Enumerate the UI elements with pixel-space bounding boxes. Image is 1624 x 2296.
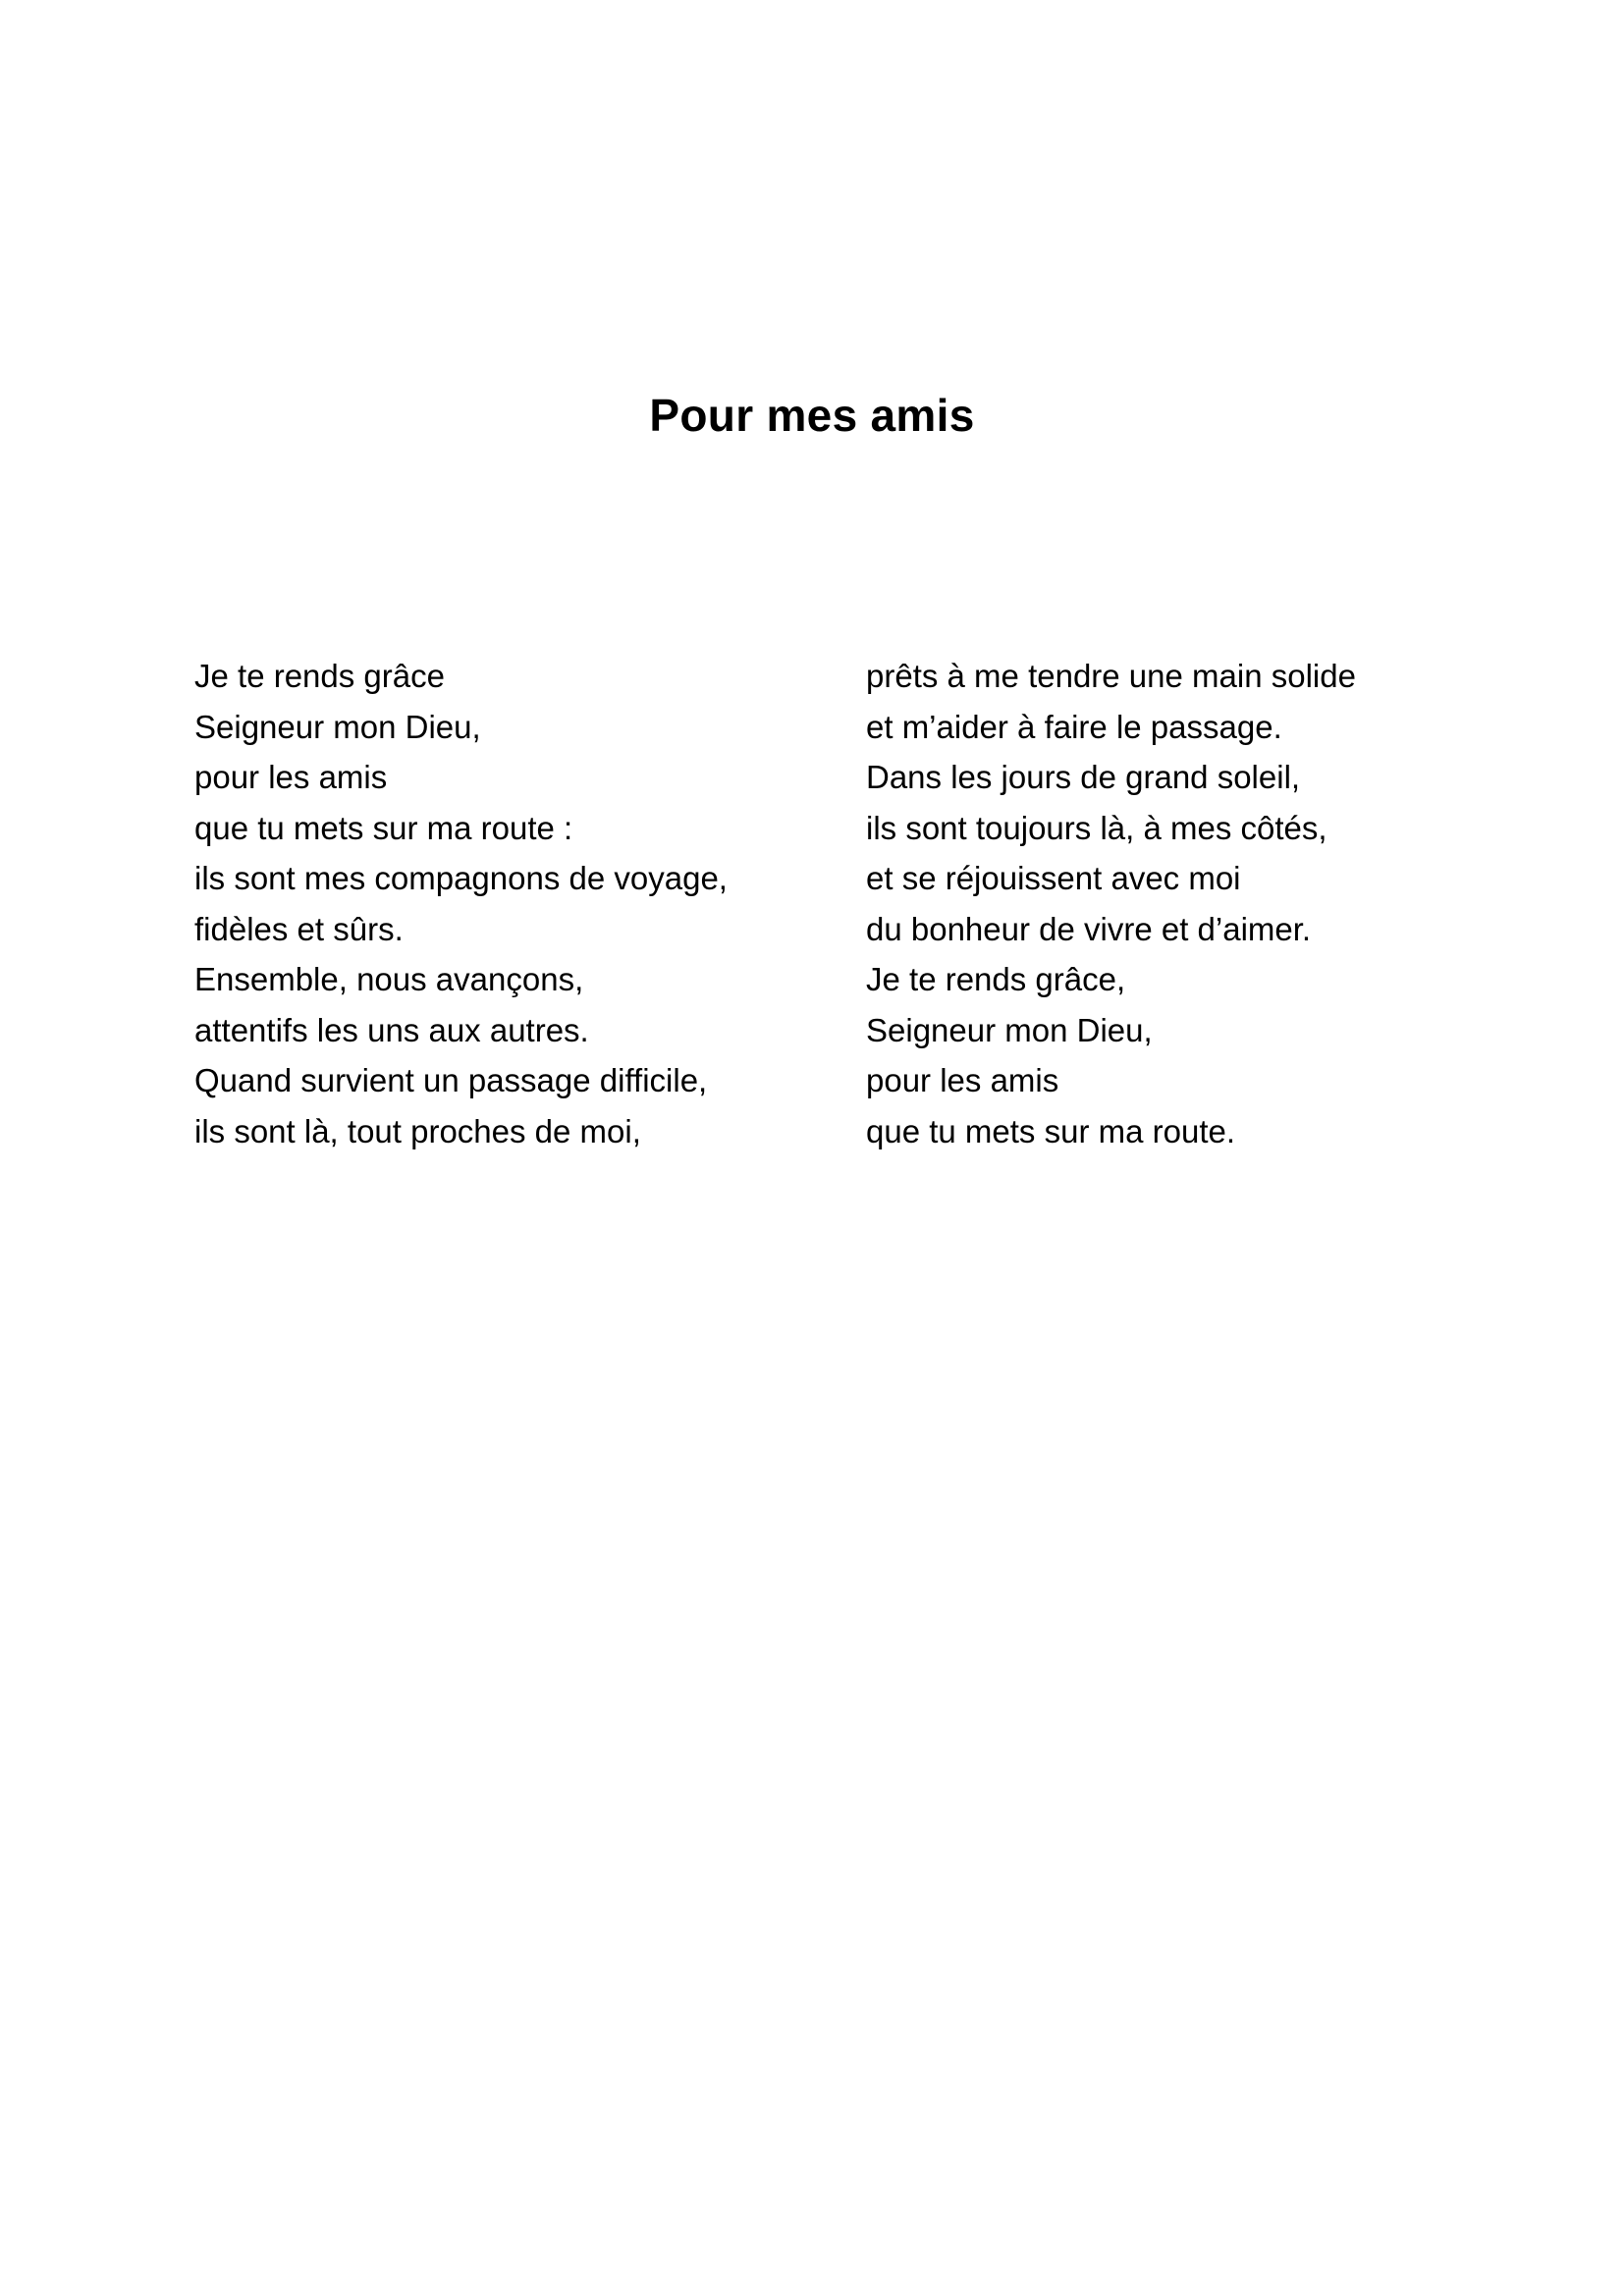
poem-line: Quand survient un passage difficile, — [194, 1062, 708, 1098]
poem-line: ils sont toujours là, à mes côtés, — [866, 809, 1327, 846]
poem-line: Seigneur mon Dieu, — [866, 1011, 1153, 1048]
poem-column-right — [866, 651, 1356, 1156]
poem-line: ils sont mes compagnons de voyage, — [194, 860, 728, 896]
poem-line: pour les amis — [194, 759, 388, 795]
poem-line: et m’aider à faire le passage. — [866, 708, 1282, 745]
poem-line: Seigneur mon Dieu, — [194, 708, 481, 745]
poem-line: Dans les jours de grand soleil, — [866, 759, 1301, 795]
poem-line: pour les amis — [866, 1062, 1059, 1098]
poem-line: attentifs les uns aux autres. — [194, 1011, 589, 1048]
page-title: Pour mes amis — [649, 390, 975, 441]
poem-line: que tu mets sur ma route. — [866, 1112, 1236, 1149]
poem-line: Ensemble, nous avançons, — [194, 961, 584, 997]
poem-column-left — [194, 651, 728, 1156]
poem-line: que tu mets sur ma route : — [194, 809, 573, 846]
poem-line: prêts à me tendre une main solide — [866, 658, 1356, 694]
poem-line: et se réjouissent avec moi — [866, 860, 1241, 896]
poem-line: du bonheur de vivre et d’aimer. — [866, 910, 1312, 947]
poem-line: Je te rends grâce, — [866, 961, 1126, 997]
poem-line: ils sont là, tout proches de moi, — [194, 1112, 641, 1149]
poem-line: Je te rends grâce — [194, 658, 445, 694]
poem-line: fidèles et sûrs. — [194, 910, 404, 947]
